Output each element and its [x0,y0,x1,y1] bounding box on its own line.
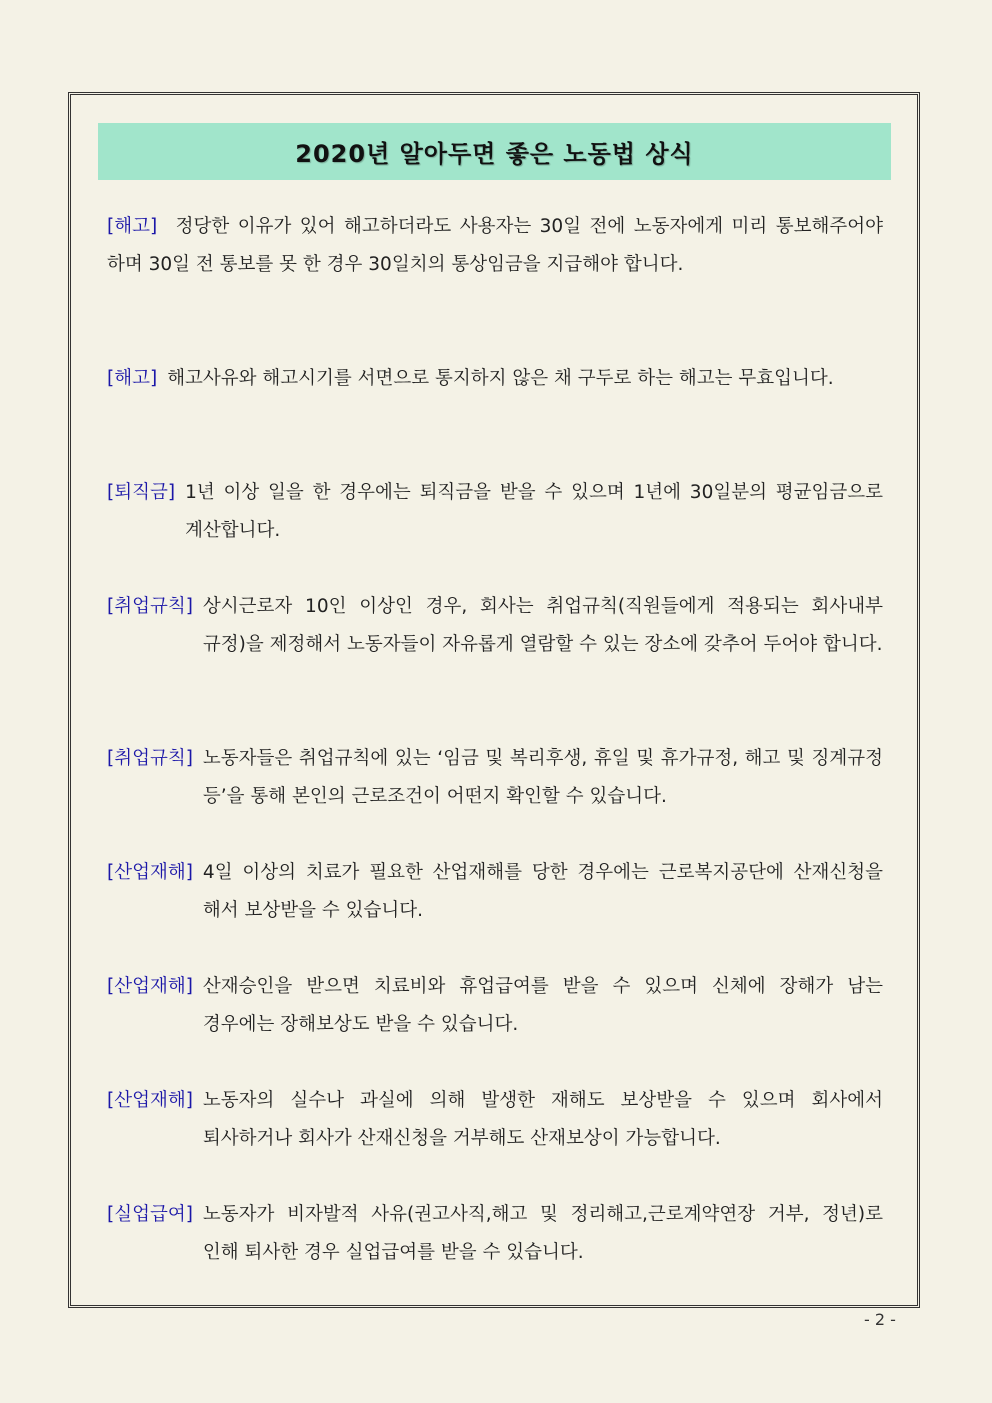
item-body: 해고사유와 해고시기를 서면으로 통지하지 않은 채 구두로 하는 해고는 무효입니다. [167,368,834,389]
item-body: 노동자가 비자발적 사유(권고사직,해고 및 정리해고,근로계약연장 거부, 정년)로 인해 퇴사한 경우 실업급여를 받을 수 있습니다. [202,1204,883,1263]
item-tag: [산업재해] [107,1090,193,1111]
page-number: - 2 - [864,1310,896,1329]
item-tag: [취업규칙] [107,596,193,617]
list-item [107,588,883,664]
list-item [107,1082,883,1158]
list-item [107,1196,883,1272]
item-tag: [산업재해] [107,862,193,883]
list-item [107,968,883,1044]
item-body: 상시근로자 10인 이상인 경우, 회사는 취업규칙(직원들에게 적용되는 회사내부 규정)을 제정해서 노동자들이 자유롭게 열람할 수 있는 장소에 갖추어 두어야 합니다. [202,596,883,655]
title-banner [98,123,891,180]
list-item [107,208,883,284]
page-title: 2020년 알아두면 좋은 노동법 상식 [295,140,694,168]
item-body: 노동자의 실수나 과실에 의해 발생한 재해도 보상받을 수 있으며 회사에서 퇴사하거나 회사가 산재신청을 거부해도 산재보상이 가능합니다. [202,1090,883,1149]
item-tag: [해고] [107,368,158,389]
item-tag: [산업재해] [107,976,193,997]
item-tag: [퇴직금] [107,482,176,503]
item-tag: [해고] [107,216,158,237]
item-body: 정당한 이유가 있어 해고하더라도 사용자는 30일 전에 노동자에게 미리 통보해주어야 하며 30일 전 통보를 못 한 경우 30일치의 통상임금을 지급해야 합니다. [107,216,883,275]
list-item [107,474,883,550]
list-item [107,854,883,930]
item-body: 1년 이상 일을 한 경우에는 퇴직금을 받을 수 있으며 1년에 30일분의 평균임금으로 계산합니다. [185,482,883,541]
item-body: 4일 이상의 치료가 필요한 산업재해를 당한 경우에는 근로복지공단에 산재신청을 해서 보상받을 수 있습니다. [202,862,883,921]
item-tag: [실업급여] [107,1204,193,1225]
item-body: 산재승인을 받으면 치료비와 휴업급여를 받을 수 있으며 신체에 장해가 남는 경우에는 장해보상도 받을 수 있습니다. [202,976,883,1035]
item-text [107,208,883,284]
list-item [107,740,883,816]
list-item [107,360,883,398]
item-body: 노동자들은 취업규칙에 있는 ‘임금 및 복리후생, 휴일 및 휴가규정, 해고 및 징계규정 등’을 통해 본인의 근로조건이 어떤지 확인할 수 있습니다. [202,748,883,807]
item-tag: [취업규칙] [107,748,193,769]
